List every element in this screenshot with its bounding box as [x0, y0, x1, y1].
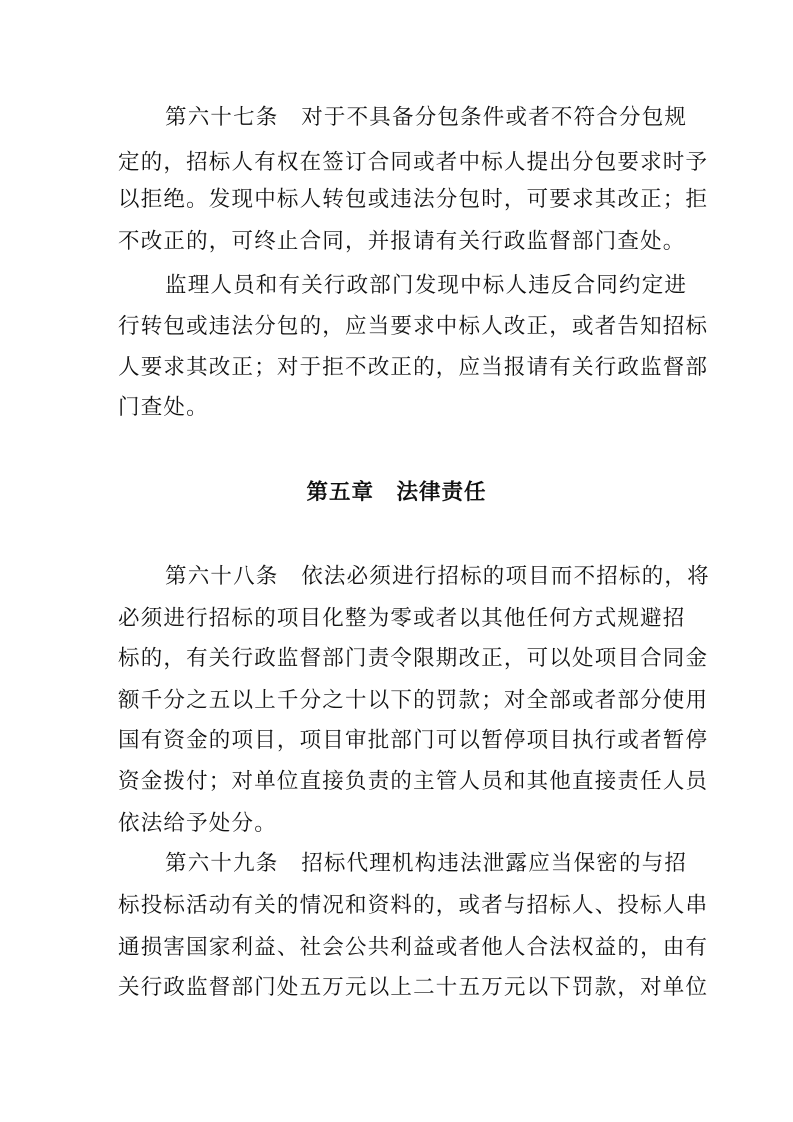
- paragraph-line: 以拒绝。发现中标人转包或违法分包时，可要求其改正；拒: [118, 187, 709, 212]
- paragraph-line: 门查处。: [118, 395, 209, 420]
- paragraph-line: 标投标活动有关的情况和资料的，或者与招标人、投标人串: [118, 893, 709, 918]
- paragraph-line: 监理人员和有关行政部门发现中标人违反合同约定进: [165, 273, 688, 298]
- paragraph-line: 第六十七条 对于不具备分包条件或者不符合分包规: [165, 105, 688, 130]
- paragraph-line: 必须进行招标的项目化整为零或者以其他任何方式规避招: [118, 606, 686, 631]
- paragraph-line: 第六十八条 依法必须进行招标的项目而不招标的，将: [165, 564, 710, 589]
- paragraph-line: 不改正的，可终止合同，并报请有关行政监督部门查处。: [118, 229, 686, 254]
- chapter-heading: 第五章 法律责任: [306, 480, 487, 505]
- paragraph-line: 人要求其改正；对于拒不改正的，应当报请有关行政监督部: [118, 355, 709, 380]
- paragraph-line: 资金拨付；对单位直接负责的主管人员和其他直接责任人员: [118, 769, 709, 794]
- paragraph-line: 额千分之五以上千分之十以下的罚款；对全部或者部分使用: [118, 688, 709, 713]
- paragraph-line: 关行政监督部门处五万元以上二十五万元以下罚款，对单位: [118, 975, 709, 1000]
- paragraph-line: 国有资金的项目，项目审批部门可以暂停项目执行或者暂停: [118, 728, 709, 753]
- paragraph-line: 定的，招标人有权在签订合同或者中标人提出分包要求时予: [118, 150, 709, 175]
- paragraph-line: 行转包或违法分包的，应当要求中标人改正，或者告知招标: [118, 314, 709, 339]
- paragraph-line: 通损害国家利益、社会公共利益或者他人合法权益的，由有: [118, 935, 709, 960]
- paragraph-line: 第六十九条 招标代理机构违法泄露应当保密的与招: [165, 851, 688, 876]
- paragraph-line: 依法给予处分。: [118, 811, 277, 836]
- paragraph-line: 标的，有关行政监督部门责令限期改正，可以处项目合同金: [118, 646, 709, 671]
